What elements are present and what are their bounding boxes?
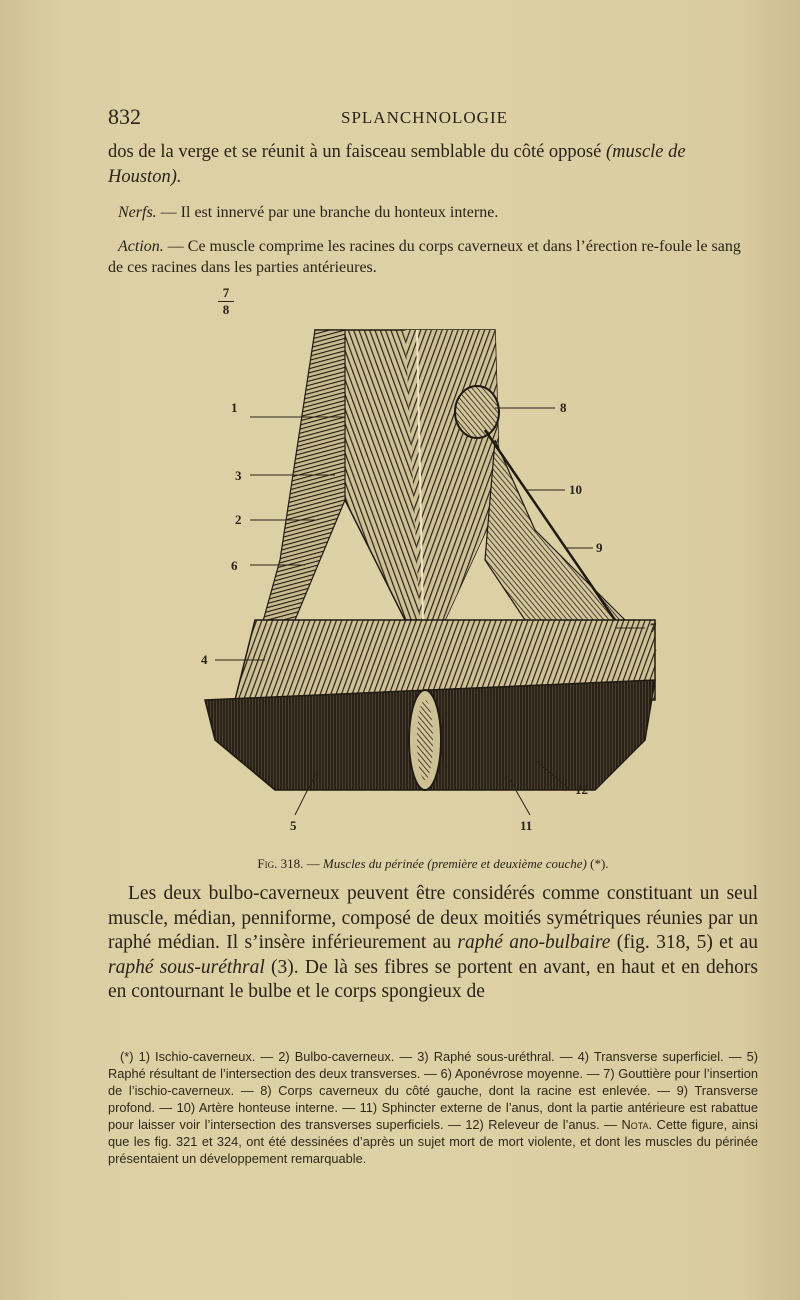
figure-label-3: 3 bbox=[235, 468, 242, 483]
nerves-label: Nerfs. bbox=[118, 204, 157, 221]
fraction-denominator: 8 bbox=[222, 302, 230, 317]
figure-label-11: 11 bbox=[520, 818, 533, 833]
figure-number: Fig. 318. bbox=[257, 856, 304, 871]
action-label: Action. bbox=[118, 238, 164, 255]
figure-label-12: 12 bbox=[575, 782, 588, 797]
footnote-text-2: Cette figure, ainsi que les fig. 321 et 324, ont été dessinées d’après un sujet mort de mort violente, et dont les muscles du périnée présentaient un développement remarquable. bbox=[108, 1117, 759, 1166]
paragraph-text: dos de la verge et se réunit à un faisceau semblable du côté opposé bbox=[108, 142, 606, 162]
page-number: 832 bbox=[108, 104, 141, 129]
figure-label-2: 2 bbox=[235, 512, 242, 527]
figure-footnote bbox=[108, 1048, 758, 1167]
figure-caption bbox=[108, 856, 758, 872]
figure-label-7: 7 bbox=[650, 620, 657, 635]
figure-label-8: 8 bbox=[560, 400, 567, 415]
figure-label-4: 4 bbox=[201, 652, 208, 667]
ischiocavernosus-left bbox=[255, 330, 345, 650]
footnote-nota: Nota. bbox=[621, 1117, 653, 1132]
paragraph-nerves bbox=[108, 202, 758, 223]
body-text-3: (3). De là ses fibres se portent en avant, en haut et en dehors en contournant le bulbe et le corps spongieux de bbox=[108, 956, 758, 1002]
fraction-numerator: 7 bbox=[222, 285, 230, 300]
paragraph-action bbox=[108, 236, 758, 278]
footnote-text: (*) 1) Ischio-caverneux. — 2) Bulbo-caverneux. — 3) Raphé sous-uréthral. — 4) Transverse superficiel. — 5) Raphé résultant de l’intersection des deux transverses. — 6) Aponévrose moyenne. — 7) Gouttière pour l’insertion de l’ischio-caverneux. — 8) Corps caverneux du côté gauche, dont la racine est enlevée. — 9) Transverse profond. — 10) Artère honteuse interne. — 11) Sphincter externe de l’anus, dont la partie antérieure est rabattue pour laisser voir l’intersection des transverses superficiels. — 12) Releveur de l’anus. — bbox=[108, 1049, 758, 1132]
figure-label-5: 5 bbox=[290, 818, 297, 833]
caption-suffix: (*). bbox=[586, 856, 609, 871]
action-text: — Ce muscle comprime les racines du corps caverneux et dans l’érection re-foule le sang de ces racines dans les parties antérieures. bbox=[108, 238, 741, 276]
figure-label-9: 9 bbox=[596, 540, 603, 555]
caption-title: Muscles du périnée (première et deuxième couche) bbox=[322, 856, 587, 871]
anatomical-illustration bbox=[195, 320, 665, 845]
body-text-2: (fig. 318, 5) et au bbox=[610, 932, 759, 953]
figure-label-1: 1 bbox=[231, 400, 238, 415]
perineum-engraving bbox=[195, 320, 665, 845]
body-paragraph bbox=[108, 882, 758, 1005]
running-title: SPLANCHNOLOGIE bbox=[341, 108, 508, 127]
figure-label-6: 6 bbox=[231, 558, 238, 573]
anal-canal bbox=[417, 700, 433, 780]
caption-dash: — bbox=[303, 856, 323, 871]
figure-label-10: 10 bbox=[569, 482, 582, 497]
nerves-text: — Il est innervé par une branche du honteux interne. bbox=[156, 204, 499, 221]
body-text-1: Les deux bulbo-caverneux peuvent être considérés comme constituant un seul muscle, médian, penniforme, composé de deux moitiés symétriques réunies par un raphé médian. Il s’insère inférieurement au bbox=[108, 883, 758, 953]
cut-corpus-cavernosum bbox=[455, 386, 499, 438]
paragraph-continuation bbox=[108, 140, 758, 190]
scale-fraction bbox=[218, 286, 234, 317]
page-header bbox=[108, 104, 756, 132]
term-raphe-ano-bulbaire: raphé ano-bulbaire bbox=[457, 932, 611, 953]
term-raphe-sous-urethral: raphé sous-uréthral bbox=[108, 956, 265, 978]
muscle-name: (muscle de Houston). bbox=[108, 142, 686, 187]
right-perineal-region bbox=[485, 440, 655, 650]
